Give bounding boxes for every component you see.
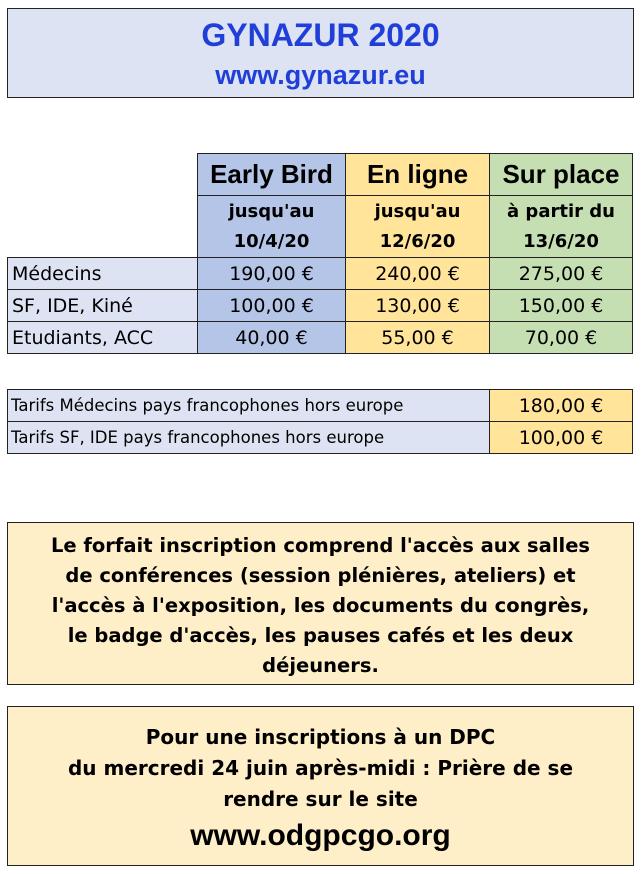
dpc-line: Pour une inscriptions à un DPC — [145, 725, 496, 749]
col-en-ligne-date: 12/6/20 — [346, 227, 490, 258]
registration-info-box — [7, 522, 634, 685]
price-cell: 240,00 € — [346, 258, 490, 290]
dpc-line: du mercredi 24 juin après-midi : Prière de se — [67, 756, 574, 780]
row-label: SF, IDE, Kiné — [8, 290, 198, 322]
price-cell: 40,00 € — [198, 322, 346, 354]
event-title: GYNAZUR 2020 — [201, 17, 440, 53]
col-early-bird-date: 10/4/20 — [198, 227, 346, 258]
row-label: Tarifs Médecins pays francophones hors europe — [8, 390, 490, 422]
event-url[interactable]: www.gynazur.eu — [215, 60, 426, 90]
table-row — [8, 258, 633, 290]
col-header-sur-place: Sur place — [490, 154, 633, 196]
col-header-en-ligne: En ligne — [346, 154, 490, 196]
table-row — [8, 322, 633, 354]
dpc-line: rendre sur le site — [223, 787, 418, 811]
col-sur-place-condition: à partir du — [490, 196, 633, 227]
table-row — [8, 290, 633, 322]
table-row — [8, 390, 633, 422]
info-line: Le forfait inscription comprend l'accès aux salles — [50, 534, 591, 557]
info-line: le badge d'accès, les pauses cafés et les deux — [67, 624, 574, 647]
price-cell: 150,00 € — [490, 290, 633, 322]
price-cell: 180,00 € — [490, 390, 633, 422]
dpc-info-box — [7, 706, 634, 866]
row-label: Etudiants, ACC — [8, 322, 198, 354]
price-cell: 130,00 € — [346, 290, 490, 322]
price-cell: 190,00 € — [198, 258, 346, 290]
col-header-early-bird: Early Bird — [198, 154, 346, 196]
col-en-ligne-condition: jusqu'au — [346, 196, 490, 227]
col-sur-place-date: 13/6/20 — [490, 227, 633, 258]
dpc-site-link[interactable]: www.odgpcgo.org — [190, 819, 451, 852]
info-line: déjeuners. — [262, 654, 379, 677]
price-cell: 70,00 € — [490, 322, 633, 354]
price-cell: 55,00 € — [346, 322, 490, 354]
international-pricing-table — [7, 389, 633, 454]
info-line: l'accès à l'exposition, les documents du congrès, — [51, 594, 590, 617]
price-cell: 100,00 € — [198, 290, 346, 322]
event-header — [7, 8, 634, 98]
pricing-table — [7, 153, 633, 354]
row-label: Médecins — [8, 258, 198, 290]
price-cell: 275,00 € — [490, 258, 633, 290]
info-line: de conférences (session plénières, ateliers) et — [65, 564, 576, 587]
table-row — [8, 422, 633, 454]
col-early-bird-condition: jusqu'au — [198, 196, 346, 227]
row-label: Tarifs SF, IDE pays francophones hors europe — [8, 422, 490, 454]
price-cell: 100,00 € — [490, 422, 633, 454]
